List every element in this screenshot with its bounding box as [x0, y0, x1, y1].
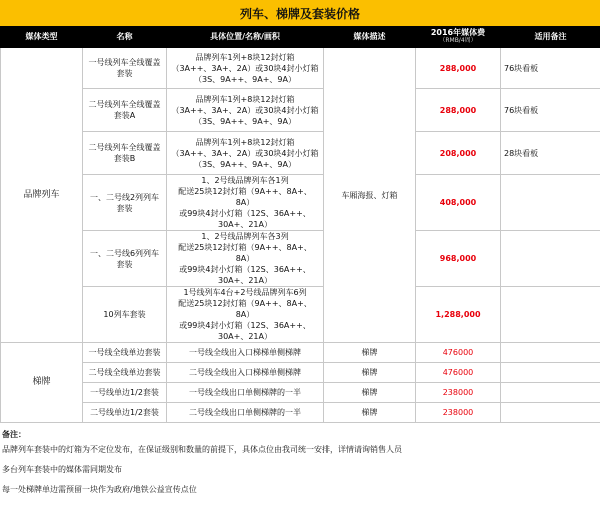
row-price: 288,000	[416, 89, 501, 132]
header-note: 适用备注	[501, 27, 600, 48]
row-name: 10列车套装	[83, 287, 167, 343]
row-description: 梯牌	[324, 383, 416, 403]
row-name: 一号线列车全线覆盖 套装	[83, 48, 167, 89]
row-price: 408,000	[416, 175, 501, 231]
row-note: 28块看板	[501, 132, 600, 175]
row-position: 一号线全线出入口梯梯单侧梯牌	[167, 343, 324, 363]
row-note: 76块看板	[501, 48, 600, 89]
row-note	[501, 343, 600, 363]
row-note	[501, 363, 600, 383]
header-description: 媒体描述	[324, 27, 416, 48]
row-name: 一、二号线2列列车 套装	[83, 175, 167, 231]
page-title: 列车、梯牌及套装价格	[0, 0, 600, 26]
row-description: 梯牌	[324, 343, 416, 363]
row-name: 二号线列车全线覆盖 套装B	[83, 132, 167, 175]
row-position: 品牌列车1列+8块12封灯箱 （3A++、3A+、2A）或30块4封小灯箱 （3S、9A++、9A+、9A）	[167, 48, 324, 89]
table-row	[1, 48, 600, 89]
note-line: 品牌列车套装中的灯箱为不定位发布，在保证级别和数量的前提下，具体点位由我司统一安排，详情请询销售人员	[2, 445, 402, 454]
row-price: 288,000	[416, 48, 501, 89]
note-line: 多台列车套装中的媒体需同期发布	[2, 465, 122, 474]
row-price: 208,000	[416, 132, 501, 175]
price-table	[0, 26, 600, 423]
row-note	[501, 175, 600, 231]
row-name: 一号线全线单边套装	[83, 343, 167, 363]
header-fee-unit: （RMB/4周）	[439, 37, 477, 45]
row-price: 476000	[416, 343, 501, 363]
row-note	[501, 383, 600, 403]
table-row	[1, 343, 600, 363]
row-position: 1、2号线品牌列车各3列 配送25块12封灯箱（9A++、8A+、8A） 或99块4封小灯箱（12S、36A++、 30A+、21A）	[167, 231, 324, 287]
header-fee	[416, 27, 501, 48]
row-position: 二号线全线出口单侧梯牌的一半	[167, 403, 324, 423]
media-type-stair: 梯牌	[1, 343, 83, 423]
header-position: 具体位置/名称/画积	[167, 27, 324, 48]
row-name: 二号线单边1/2套装	[83, 403, 167, 423]
table-header-row	[1, 27, 600, 48]
row-note	[501, 403, 600, 423]
table-row	[1, 383, 600, 403]
row-position: 一号线全线出口单侧梯牌的一半	[167, 383, 324, 403]
row-position: 品牌列车1列+8块12封灯箱 （3A++、3A+、2A）或30块4封小灯箱 （3S、9A++、9A+、9A）	[167, 89, 324, 132]
row-description: 梯牌	[324, 403, 416, 423]
row-description: 梯牌	[324, 363, 416, 383]
notes-title: 备注：	[2, 430, 26, 439]
row-price: 968,000	[416, 231, 501, 287]
row-price: 238000	[416, 383, 501, 403]
header-fee-label: 2016年媒体费	[430, 28, 486, 38]
table-row	[1, 175, 600, 231]
row-name: 一、二号线6列列车 套装	[83, 231, 167, 287]
table-row	[1, 403, 600, 423]
row-position: 二号线全线出入口梯梯单侧梯牌	[167, 363, 324, 383]
note-line: 每一处梯牌单边需预留一块作为政府/地铁公益宣传点位	[2, 485, 197, 494]
header-name: 名称	[83, 27, 167, 48]
row-note: 76块看板	[501, 89, 600, 132]
row-note	[501, 287, 600, 343]
table-row	[1, 132, 600, 175]
table-row	[1, 363, 600, 383]
row-price: 476000	[416, 363, 501, 383]
row-price: 238000	[416, 403, 501, 423]
row-note	[501, 231, 600, 287]
media-type-train: 品牌列车	[1, 48, 83, 343]
media-description-train: 车厢海报、灯箱	[324, 48, 416, 343]
notes-section	[2, 429, 598, 504]
row-name: 一号线单边1/2套装	[83, 383, 167, 403]
table-row	[1, 89, 600, 132]
row-position: 1、2号线品牌列车各1列 配送25块12封灯箱（9A++、8A+、8A） 或99块4封小灯箱（12S、36A++、 30A+、21A）	[167, 175, 324, 231]
row-name: 二号线列车全线覆盖 套装A	[83, 89, 167, 132]
header-media-type: 媒体类型	[1, 27, 83, 48]
table-row	[1, 231, 600, 287]
row-position: 品牌列车1列+8块12封灯箱 （3A++、3A+、2A）或30块4封小灯箱 （3S、9A++、9A+、9A）	[167, 132, 324, 175]
row-position: 1号线列车4台+2号线品牌列车6列 配送25块12封灯箱（9A++、8A+、8A） 或99块4封小灯箱（12S、36A++、 30A+、21A）	[167, 287, 324, 343]
row-price: 1,288,000	[416, 287, 501, 343]
table-row	[1, 287, 600, 343]
row-name: 二号线全线单边套装	[83, 363, 167, 383]
